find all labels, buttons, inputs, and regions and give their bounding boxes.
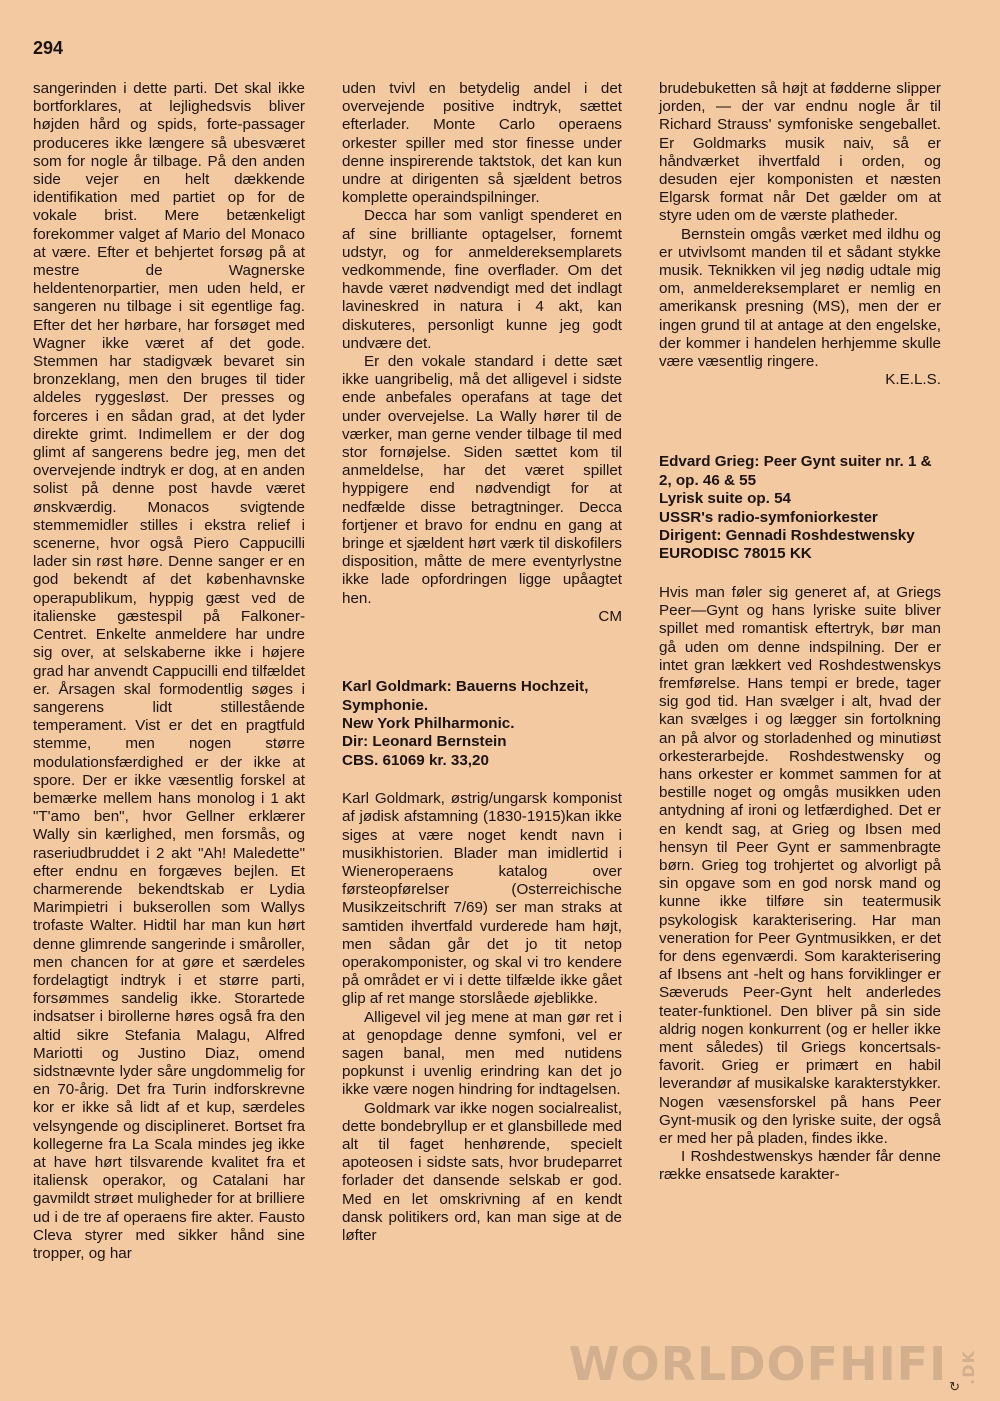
watermark-logo — [569, 1337, 986, 1391]
page-number: 294 — [33, 38, 64, 58]
review-heading-line: Edvard Grieg: Peer Gynt suiter nr. 1 & 2, op. 46 & 55 — [659, 453, 932, 489]
paragraph: Alligevel vil jeg mene at man gør ret i at genopdage denne symfoni, vel er sagen banal, men med nutidens popkunst i uvenlig erindring kan det jo ikke være nogen hindring for indtagelsen. — [342, 1008, 622, 1099]
watermark-suffix: .DK — [959, 1350, 979, 1385]
paragraph: Karl Goldmark, østrig/ungarsk komponist af jødisk afstamning (1830-1915)kan ikke siges at være noget kendt navn i musikhistorien. Blader man imidlertid i Wieneroperaens katalog over førsteopførelser (Osterreichische Musikzeitschrift 7/69) ser man straks at samtiden ihvertfald vurderede ham højt, men sådan går det jo tit netop operakomponister, og skal vi tro kendere på området er vi i dette tilfælde ikke gået glip af ret mange storslåede øjeblikke. — [342, 790, 622, 1008]
review-heading-goldmark — [342, 678, 622, 770]
paragraph: Er den vokale standard i dette sæt ikke uangribelig, må det alligevel i sidste ende anbefales operafans at tage det under overvejelse. La Wally hører til de værker, man gerne vender tilbage til med stor fornøjelse. Siden sættet kom til anmeldelse, har det været spillet hyppigere end nødvendigt for at nedfælde disse betragtninger. Decca fortjener et bravo for endnu en gang at bringe et sjældent hørt værk til diskofilers disposition, måtte de mere eventyrlystne ikke lade opfordringen ligge upåagtet hen. — [342, 353, 622, 607]
paragraph: I Roshdestwenskys hænder får denne række ensatsede karakter- — [659, 1148, 941, 1184]
review-heading-grieg — [659, 453, 941, 563]
review-heading-line: USSR's radio-symfoniorkester — [659, 508, 878, 526]
paragraph: sangerinden i dette parti. Det skal ikke bortforklares, at lejlighedsvis bliver højden hård og spids, forte-passager produceres ikke længere så ubesværet som for nogle år tilbage. På den anden side vejer en helt dækkende identifikation med partiet op for de vokale brist. Mere betænkeligt forekommer valget af Mario del Monaco at være. Efter et behjertet forsøg på at mestre de Wagnerske heldentenorpartier, men uden held, er sangeren nu tilbage i sit egentlige fag. Efter det her hørbare, har forsøget med Wagner ikke været af det gode. Stemmen har stadigvæk bevaret sin bronzeklang, men den bruges til tider aldeles ryggesløst. Der presses og forceres i en sådan grad, at det lyder direkte grimt. Indimellem er der dog glimt af sangerens bedre jeg, men det overvejende indtryk er dog, at en anden solist på denne post havde været ønskværdig. Monacos svigtende stemmemidler stilles i ekstra relief i scenerne, hvor også Piero Cappucilli lader sin røst høre. Denne sanger er en god bekendt af det københavnske operapublikum, hyppig gæst ved de italienske gæstespil på Falkoner-Centret. Enkelte anmeldere har undre sig over, at selskaberne ikke i højere grad har anvendt Cappucilli end tilfældet er. Årsagen skal formodentlig søges i sangerens lidt stillestående temperament. Vist er det en pragtfuld stemme, men nogen større modulationsfærdighed er der ikke at spore. Der er ikke væsentlig forskel at bemærke mellem hans monolog i 1 akt "T'amo ben", hvor Gellner erklærer Wally sin kærlighed, men forsmås, og raseriudbruddet i 2 akt "Ah! Maledette" efter endnu en forgæves bejlen. Et charmerende bekendtskab er Lydia Marimpietri i bukserollen som Wallys trofaste Walter. Hidtil har man kun hørt denne glimrende sangerinde i småroller, men chancen for at gøre et særdeles fordelagtigt indtryk i et større parti, forsømmes sandelig ikke. Storartede indsatser i birollerne høres også fra den altid sikre Stefania Malagu, Alfred Mariotti og Justino Diaz, omend sidstnævnte lyder såre ungdommelig for en 70-årig. Det fra Turin indforskrevne kor er ikke så lidt af et kup, særdeles velsyngende og disciplineret. Bortset fra kollegerne fra La Scala mindes jeg ikke at have hørt tilsvarende kvalitet fra et italiensk operakor, og Catalani har gavmildt strøet muligheder for at brilliere ud i de tre af operaens fire akter. Fausto Cleva styrer med sikker hånd sine tropper, og har — [33, 80, 305, 1262]
paragraph: Bernstein omgås værket med ildhu og er utvivlsomt manden til et sådant stykke musik. Teknikken vil jeg nødig udtale mig om, anmeldereksemplaret er nemlig en amerikansk presning (MS), men der er ingen grund til at antage at den engelske, der kommer i handelen herhjemme skulle være væsentlig ringere. — [659, 225, 941, 371]
review-heading-line: Lyrisk suite op. 54 — [659, 490, 791, 508]
paragraph: Decca har som vanligt spenderet en af sine brilliante optagelser, fornemt udstyr, og for anmeldereksemplarets vedkommende, fine overflader. Om det havde været nødvendigt med det indlagt lavineskred in natura i 4 akt, kan diskuteres, personligt kunne jeg godt undvære det. — [342, 207, 622, 352]
column-2 — [342, 80, 622, 1245]
paragraph: Goldmark var ikke nogen socialrealist, dette bondebryllup er et glansbillede med alt til faget henhørende, specielt apoteosen i sidste sats, hvor brudeparret forlader det dansende selskab er god. Med en let omskrivning af en kendt dansk politikers ord, kan man sige at de løfter — [342, 1099, 622, 1244]
review-heading-line: CBS. 61069 kr. 33,20 — [342, 751, 489, 769]
paragraph: uden tvivl en betydelig andel i det overvejende positive indtryk, sættet efterlader. Monte Carlo operaens orkester spiller med stor finesse under denne inspirerende taktstok, det kan kun undre at dirigenten så sjældent betros komplette operaindspilninger. — [342, 80, 622, 207]
review-heading-line: Dirigent: Gennadi Roshdestwensky — [659, 527, 915, 545]
watermark-text: WORLDOFHIFI — [568, 1337, 948, 1391]
review-heading-line: New York Philharmonic. — [342, 714, 515, 732]
paragraph: Hvis man føler sig generet af, at Griegs Peer—Gynt og hans lyriske suite bliver spillet med romantisk eftertryk, bør man gå uden om denne indspilning. Der er intet gran lækkert ved Roshdestwenskys fremførelse. Hans tempi er brede, tager sig god tid. Han svælger i alt, hvad der kan svælges i og lægger sin fortolkning an på alvor og storladenhed og minutiøst orkesterarbejde. Roshdestwensky og hans orkester er kommet sammen for at bestille noget og omgås musikken uden antydning af ironi og letfærdighed. Det er en kendt sag, at Grieg og Ibsen med hensyn til Peer Gynt er sammenbragte børn. Grieg tog trohjertet og alvorligt på sin opgave som en god norsk mand og kunne ikke tilføre sin teatermusik psykologisk karakterisering. Har man veneration for Peer Gyntmusikken, er det for dens egenværdi. Som karakterisering af Ibsens ant -helt og hans forviklinger er Sæveruds Peer-Gynt helt anderledes teater-funktionel. Den bliver på sin side aldrig nogen konkurrent (og er heller ikke ment således) til Griegs koncertsals- favorit. Grieg er primært en habil leverandør af musikalske karakterstykker. Nogen væsensforskel på hans Peer Gynt-musik og den lyriske suite, der også er med her på pladen, findes ikke. — [659, 583, 941, 1147]
paragraph: brudebuketten så højt at fødderne slipper jorden, — der var endnu nogle år til Richard Strauss' symfoniske sengeballet. Er Goldmarks musik naiv, så er håndværket ihvertfald i orden, og desuden ejer komponisten et næsten Elgarsk format når Det gælder om at styre uden om de værste platheder. — [659, 80, 941, 225]
page-corner-icon: ↻ — [949, 1379, 960, 1394]
review-heading-line: EURODISC 78015 KK — [659, 545, 812, 563]
column-1 — [33, 80, 305, 1263]
review-signature: K.E.L.S. — [885, 371, 941, 389]
column-3 — [659, 80, 941, 1185]
review-heading-line: Karl Goldmark: Bauerns Hochzeit, Symphonie. — [342, 678, 589, 714]
review-signature: CM — [598, 607, 622, 625]
review-heading-line: Dir: Leonard Bernstein — [342, 733, 507, 751]
